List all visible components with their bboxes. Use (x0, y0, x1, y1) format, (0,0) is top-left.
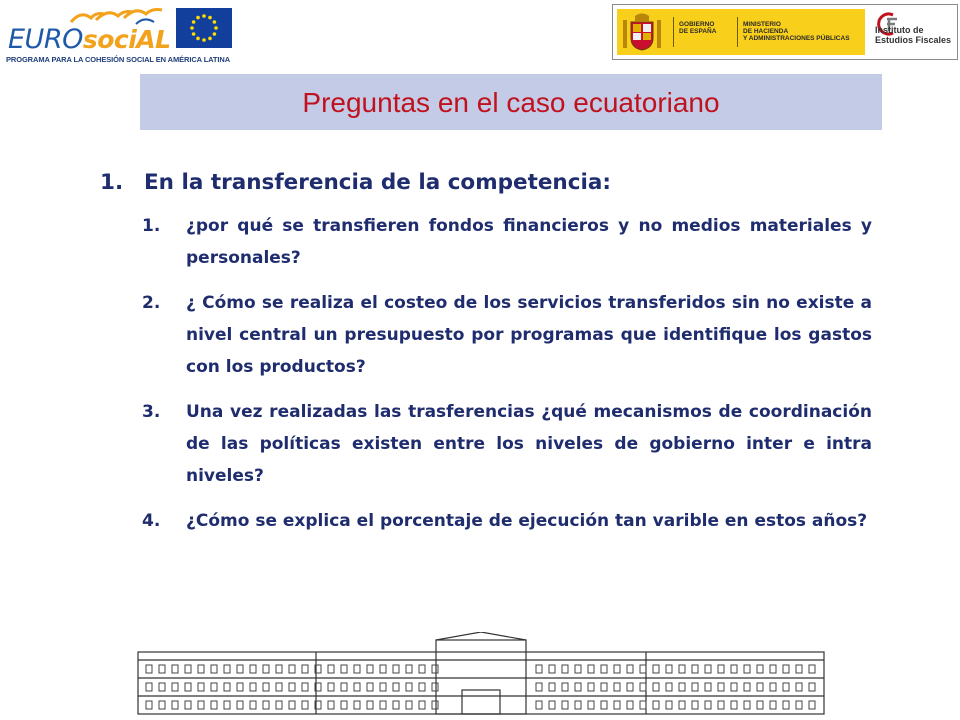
window-shape (536, 683, 542, 691)
window-shape (614, 701, 620, 709)
window-shape (432, 701, 438, 709)
window-shape (718, 701, 724, 709)
window-shape (783, 701, 789, 709)
main-item-number: 1. (100, 170, 124, 195)
window-shape (224, 701, 230, 709)
window-shape (705, 665, 711, 673)
list-item-number: 1. (142, 216, 161, 236)
window-shape (328, 701, 334, 709)
window-shape (211, 683, 217, 691)
window-shape (341, 683, 347, 691)
ministerio-label: MINISTERIO DE HACIENDA Y ADMINISTRACIONES PÚBLICAS (743, 21, 850, 42)
sub-list (142, 210, 872, 550)
title-bar (140, 74, 882, 130)
window-shape (250, 665, 256, 673)
window-shape (692, 683, 698, 691)
window-shape (302, 701, 308, 709)
window-shape (380, 683, 386, 691)
window-shape (393, 665, 399, 673)
window-shape (666, 701, 672, 709)
window-shape (328, 665, 334, 673)
window-shape (328, 683, 334, 691)
window-shape (237, 683, 243, 691)
window-shape (380, 665, 386, 673)
list-item-number: 4. (142, 511, 161, 531)
window-shape (627, 665, 633, 673)
window-shape (250, 683, 256, 691)
window-shape (679, 683, 685, 691)
window-shape (185, 665, 191, 673)
window-shape (757, 683, 763, 691)
window-shape (614, 683, 620, 691)
list-item-text: Una vez realizadas las trasferencias ¿qué mecanismos de coordinación de las políticas existen entre los niveles de gobierno inter e intra niveles? (186, 402, 872, 486)
list-item-number: 3. (142, 402, 161, 422)
window-shape (692, 701, 698, 709)
window-shape (770, 665, 776, 673)
window-shape (354, 665, 360, 673)
window-shape (562, 701, 568, 709)
coat-of-arms-icon (621, 12, 663, 52)
window-shape (588, 665, 594, 673)
window-shape (146, 665, 152, 673)
window-shape (367, 683, 373, 691)
window-shape (666, 683, 672, 691)
window-shape (406, 665, 412, 673)
window-shape (276, 665, 282, 673)
window-shape (146, 683, 152, 691)
window-shape (419, 665, 425, 673)
window-shape (601, 683, 607, 691)
list-item-text: ¿ Cómo se realiza el costeo de los servicios transferidos sin no existe a nivel central un presupuesto por programas que identifique los gastos con los productos? (186, 293, 872, 377)
window-shape (549, 683, 555, 691)
separator (673, 17, 674, 47)
window-shape (549, 701, 555, 709)
window-shape (237, 665, 243, 673)
window-shape (263, 683, 269, 691)
window-shape (211, 701, 217, 709)
window-shape (224, 683, 230, 691)
window-shape (705, 701, 711, 709)
window-shape (601, 701, 607, 709)
window-shape (224, 665, 230, 673)
window-shape (744, 683, 750, 691)
window-shape (575, 683, 581, 691)
window-shape (731, 665, 737, 673)
window-shape (250, 701, 256, 709)
window-shape (263, 665, 269, 673)
window-shape (354, 683, 360, 691)
list-item-number: 2. (142, 293, 161, 313)
window-shape (783, 683, 789, 691)
window-shape (562, 683, 568, 691)
gobierno-espana-logo (617, 9, 865, 55)
main-item-text: En la transferencia de la competencia: (144, 170, 611, 195)
window-shape (419, 701, 425, 709)
window-shape (354, 701, 360, 709)
window-shape (289, 701, 295, 709)
window-shape (627, 701, 633, 709)
window-shape (614, 665, 620, 673)
window-shape (159, 683, 165, 691)
window-shape (536, 665, 542, 673)
page-title: Preguntas en el caso ecuatoriano (302, 87, 720, 118)
window-shape (237, 701, 243, 709)
eurosocial-tagline: PROGRAMA PARA LA COHESIÓN SOCIAL EN AMÉRICA LATINA (6, 55, 231, 64)
window-shape (757, 701, 763, 709)
window-shape (393, 701, 399, 709)
window-shape (653, 665, 659, 673)
window-shape (263, 701, 269, 709)
window-shape (393, 683, 399, 691)
window-shape (159, 665, 165, 673)
window-shape (289, 683, 295, 691)
window-shape (653, 683, 659, 691)
gobierno-label: GOBIERNO DE ESPAÑA (679, 21, 717, 35)
window-shape (640, 665, 646, 673)
window-shape (718, 665, 724, 673)
window-shape (367, 665, 373, 673)
separator (737, 17, 738, 47)
window-shape (718, 683, 724, 691)
list-item (142, 287, 872, 383)
window-shape (770, 701, 776, 709)
list-item (142, 396, 872, 492)
window-shape (679, 665, 685, 673)
window-shape (419, 683, 425, 691)
window-shape (770, 683, 776, 691)
eu-flag-icon (176, 8, 232, 48)
window-shape (757, 665, 763, 673)
window-shape (588, 683, 594, 691)
window-shape (562, 665, 568, 673)
window-shape (796, 701, 802, 709)
eurosocial-logo (6, 4, 236, 68)
window-shape (289, 665, 295, 673)
window-shape (640, 683, 646, 691)
list-item (142, 505, 872, 537)
window-shape (692, 665, 698, 673)
window-shape (627, 683, 633, 691)
window-shape (731, 683, 737, 691)
window-shape (185, 701, 191, 709)
window-shape (198, 701, 204, 709)
window-shape (575, 665, 581, 673)
window-shape (172, 701, 178, 709)
window-shape (276, 701, 282, 709)
ief-label: Instituto de Estudios Fiscales (875, 25, 952, 45)
window-shape (198, 665, 204, 673)
window-shape (731, 701, 737, 709)
window-shape (302, 683, 308, 691)
window-shape (653, 701, 659, 709)
window-shape (198, 683, 204, 691)
window-shape (744, 665, 750, 673)
window-shape (536, 701, 542, 709)
window-shape (549, 665, 555, 673)
window-shape (211, 665, 217, 673)
window-shape (276, 683, 282, 691)
window-shape (432, 665, 438, 673)
building-illustration (136, 632, 826, 716)
window-shape (796, 683, 802, 691)
window-shape (809, 683, 815, 691)
list-item-text: ¿Cómo se explica el porcentaje de ejecución tan varible en estos años? (186, 511, 868, 531)
window-shape (432, 683, 438, 691)
window-shape (640, 701, 646, 709)
window-shape (341, 665, 347, 673)
eurosocial-wordmark: EUROsociAL (8, 24, 171, 55)
list-item (142, 210, 872, 274)
window-shape (302, 665, 308, 673)
window-shape (146, 701, 152, 709)
window-shape (159, 701, 165, 709)
window-shape (666, 665, 672, 673)
window-shape (809, 701, 815, 709)
window-shape (575, 701, 581, 709)
window-shape (172, 683, 178, 691)
window-shape (406, 701, 412, 709)
government-logos (612, 4, 958, 60)
window-shape (601, 665, 607, 673)
list-item-text: ¿por qué se transfieren fondos financieros y no medios materiales y personales? (186, 216, 872, 268)
window-shape (809, 665, 815, 673)
window-shape (783, 665, 789, 673)
window-shape (679, 701, 685, 709)
window-shape (705, 683, 711, 691)
window-shape (185, 683, 191, 691)
main-list-item (100, 170, 860, 195)
window-shape (406, 683, 412, 691)
window-shape (341, 701, 347, 709)
window-shape (796, 665, 802, 673)
window-shape (172, 665, 178, 673)
window-shape (367, 701, 373, 709)
window-shape (744, 701, 750, 709)
window-shape (588, 701, 594, 709)
window-shape (380, 701, 386, 709)
